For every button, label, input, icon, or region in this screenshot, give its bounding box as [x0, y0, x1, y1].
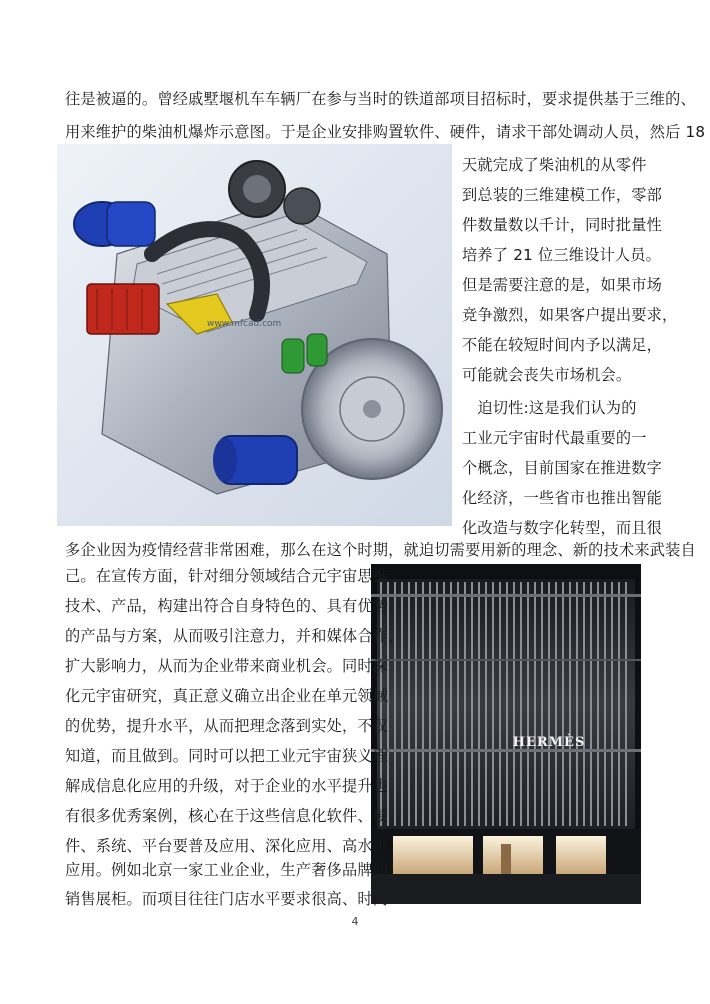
body-text-line: 件数量数以千计，同时批量性 [462, 216, 663, 234]
engine-exploded-model-image [57, 144, 452, 526]
engine-watermark: www.mfcad.com [207, 319, 282, 329]
body-text-line: 天就完成了柴油机的从零件 [462, 156, 647, 174]
body-text-line: 化元宇宙研究，真正意义确立出企业在单元领域 [65, 687, 389, 705]
body-text-line: 工业元宇宙时代最重要的一 [462, 429, 647, 447]
body-text-line: 的产品与方案，从而吸引注意力，并和媒体合作， [65, 627, 404, 645]
body-text-line: 知道，而且做到。同时可以把工业元宇宙狭义理 [65, 747, 389, 765]
body-text-line: 多企业因为疫情经营非常困难，那么在这个时期，就迫切需要用新的理念、新的技术来武装自 [65, 541, 696, 559]
body-text-line: 但是需要注意的是，如果市场 [462, 276, 663, 294]
body-text-line: 用来维护的柴油机爆炸示意图。于是企业安排购置软件、硬件，请求干部处调动人员，然后 18 [65, 123, 706, 141]
body-text-line: 不能在较短时间内予以满足， [462, 336, 663, 354]
body-text-line: 培养了 21 位三维设计人员。 [462, 246, 662, 264]
body-text-line: 往是被逼的。曾经戚墅堰机车车辆厂在参与当时的铁道部项目招标时，要求提供基于三维的、 [65, 90, 696, 108]
body-text-line: 可能就会丧失市场机会。 [462, 366, 632, 384]
body-text-line: 有很多优秀案例，核心在于这些信息化软件、硬 [65, 807, 389, 825]
body-text-line: 扩大影响力，从而为企业带来商业机会。同时深 [65, 657, 389, 675]
body-text-line: 应用。例如北京一家工业企业，生产奢侈品牌的 [65, 861, 389, 879]
body-text-line: 技术、产品，构建出符合自身特色的、具有优势 [65, 597, 389, 615]
hermes-sign: HERMÈS [512, 735, 586, 750]
body-text-line: 化经济，一些省市也推出智能 [462, 489, 663, 507]
body-text-line: 销售展柜。而项目往往门店水平要求很高、时间 [65, 890, 389, 908]
hermes-storefront-image [371, 564, 641, 904]
body-text-line: 到总装的三维建模工作，零部 [462, 186, 663, 204]
body-text-line: 件、系统、平台要普及应用、深化应用、高水平 [65, 837, 389, 855]
page-number: 4 [351, 915, 359, 928]
body-text-line: 的优势，提升水平，从而把理念落到实处，不仅 [65, 717, 389, 735]
body-text-line: 竞争激烈，如果客户提出要求， [462, 306, 678, 324]
body-text-line: 解成信息化应用的升级，对于企业的水平提升也 [65, 777, 389, 795]
body-text-line: 迫切性:这是我们认为的 [462, 399, 637, 417]
body-text-line: 化改造与数字化转型，而且很 [462, 519, 663, 537]
body-text-line: 个概念，目前国家在推进数字 [462, 459, 663, 477]
body-text-line: 己。在宣传方面，针对细分领域结合元宇宙思维、 [65, 567, 404, 585]
